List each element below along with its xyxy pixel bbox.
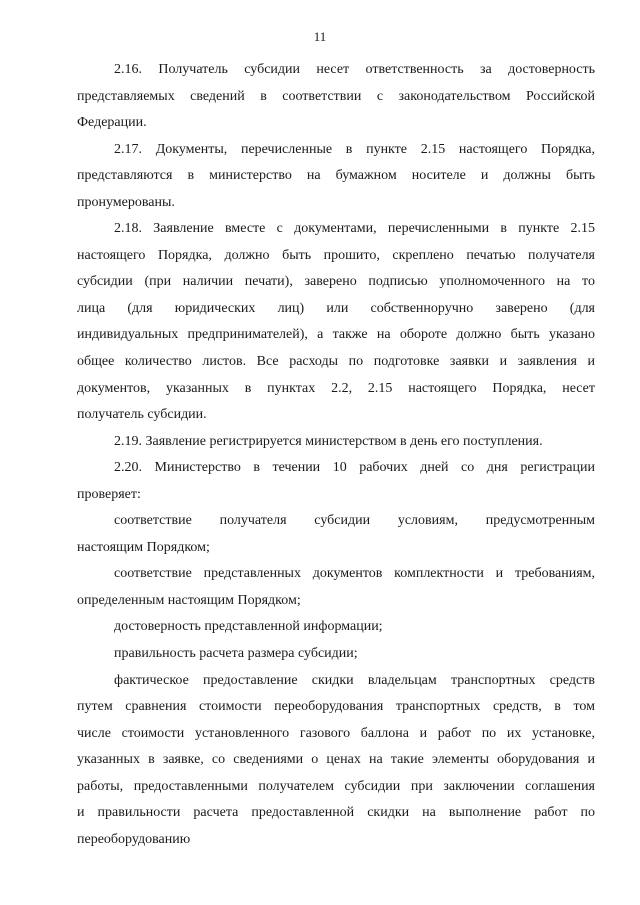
- paragraph-p-2-17: [77, 137, 595, 217]
- text-line: индивидуальных предпринимателей), а также на обороте должно быть указано: [77, 327, 595, 343]
- paragraph-p-2-20: [77, 455, 595, 508]
- text-line: 2.18. Заявление вместе с документами, перечисленными в пункте 2.15: [114, 221, 595, 237]
- text-line: фактическое предоставление скидки владельцам транспортных средств: [114, 672, 595, 688]
- text-line: соответствие получателя субсидии условиям, предусмотренным: [114, 513, 595, 529]
- text-line: определенным настоящим Порядком;: [77, 592, 301, 608]
- text-line: Федерации.: [77, 115, 147, 131]
- paragraph-p-2-16: [77, 57, 595, 137]
- paragraph-p-2-19: [77, 429, 595, 456]
- text-line: представляются в министерство на бумажном носителе и должны быть: [77, 168, 595, 184]
- text-line: общее количество листов. Все расходы по подготовке заявки и заявления и: [77, 354, 595, 370]
- text-line: указанных в заявке, со сведениями о ценах на такие элементы оборудования и: [77, 752, 595, 768]
- text-line: получатель субсидии.: [77, 407, 207, 423]
- text-line: 2.20. Министерство в течении 10 рабочих дней со дня регистрации: [114, 460, 595, 476]
- text-line: переоборудованию: [77, 831, 191, 847]
- text-line: субсидии (при наличии печати), заверено подписью уполномоченного на то: [77, 274, 595, 290]
- text-line: и правильности расчета предоставленной скидки на выполнение работ по: [77, 805, 595, 821]
- text-line: достоверность представленной информации;: [114, 619, 383, 635]
- text-line: представляемых сведений в соответствии с законодательством Российской: [77, 88, 595, 104]
- paragraph-p-check-4: [77, 641, 595, 668]
- text-line: пронумерованы.: [77, 194, 175, 210]
- paragraph-p-check-3: [77, 614, 595, 641]
- paragraph-p-check-1: [77, 508, 595, 561]
- text-line: 2.16. Получатель субсидии несет ответственность за достоверность: [114, 62, 595, 77]
- paragraph-p-check-2: [77, 561, 595, 614]
- text-line: документов, указанных в пунктах 2.2, 2.15 настоящего Порядка, несет: [77, 380, 595, 396]
- document-body: [77, 57, 595, 853]
- paragraph-p-2-18: [77, 216, 595, 428]
- text-line: 2.19. Заявление регистрируется министерством в день его поступления.: [114, 433, 543, 449]
- text-line: настоящего Порядка, должно быть прошито, скреплено печатью получателя: [77, 247, 595, 263]
- text-line: правильность расчета размера субсидии;: [114, 646, 358, 662]
- text-line: соответствие представленных документов комплектности и требованиям,: [114, 566, 595, 582]
- text-line: настоящим Порядком;: [77, 539, 210, 555]
- text-line: проверяет:: [77, 486, 141, 502]
- text-line: лица (для юридических лиц) или собственноручно заверено (для: [77, 300, 595, 316]
- page-number: 11: [313, 29, 327, 44]
- text-line: 2.17. Документы, перечисленные в пункте 2.15 настоящего Порядка,: [114, 141, 595, 157]
- text-line: числе стоимости установленного газового баллона и работ по их установке,: [77, 725, 595, 741]
- text-line: путем сравнения стоимости переоборудования транспортных средств, в том: [77, 699, 595, 715]
- text-line: работы, предоставленными получателем субсидии при заключении соглашения: [77, 778, 595, 794]
- paragraph-p-check-5: [77, 668, 595, 854]
